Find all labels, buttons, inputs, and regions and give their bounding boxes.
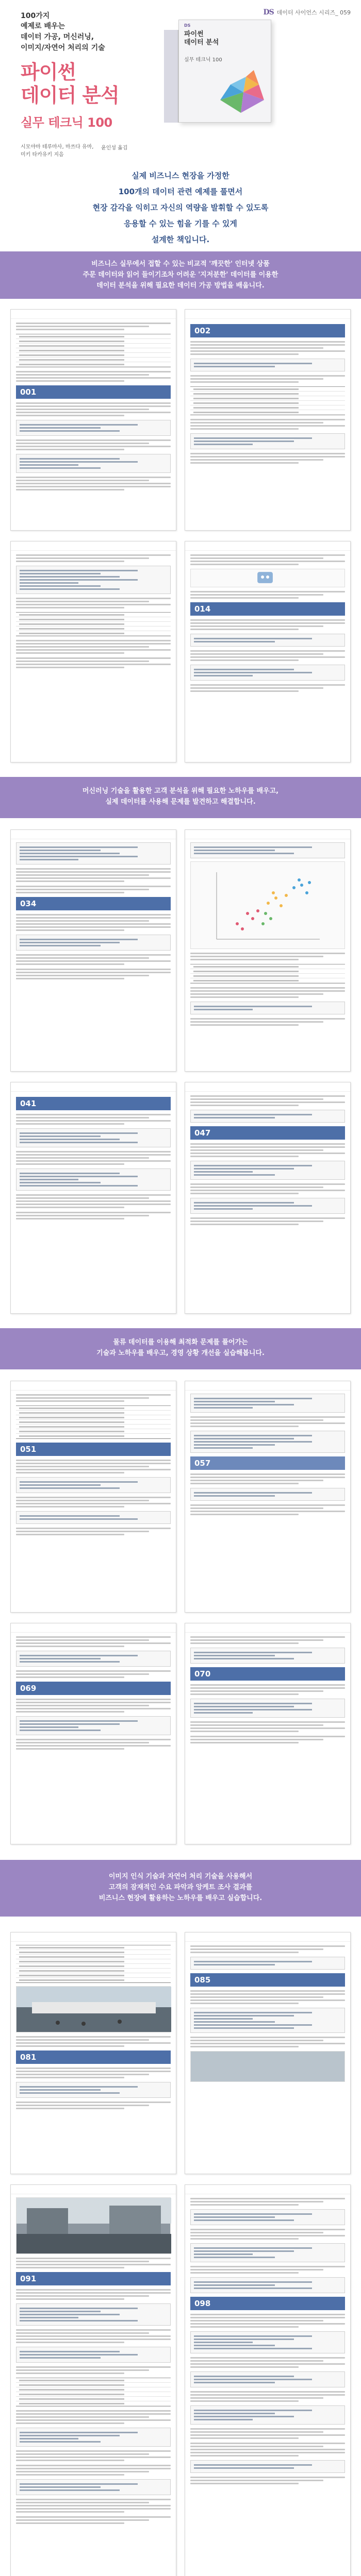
page-code-block: [16, 1716, 171, 1735]
page-paragraph: [16, 2465, 171, 2476]
page-code-block: [190, 1957, 345, 1970]
section-number: 081: [20, 2053, 37, 2062]
section-header-badge: [16, 897, 171, 910]
page-header: [11, 830, 176, 839]
section-number: 091: [20, 2274, 37, 2283]
page-code-block: [190, 842, 345, 858]
section-number: 001: [20, 387, 37, 397]
section-header-badge: [190, 324, 345, 337]
page-paragraph: [190, 591, 345, 599]
page-paragraph: [16, 2499, 171, 2513]
page-code-block: [190, 1488, 345, 1501]
page-paragraph: [190, 2266, 345, 2274]
page-code-block: [190, 2277, 345, 2293]
kicker-line-1: 100가지: [21, 12, 50, 20]
section-number: 069: [20, 1684, 37, 1693]
section-header-badge: [190, 602, 345, 616]
page-header: [11, 1082, 176, 1092]
book-cover-subtitle: [184, 55, 222, 63]
page-header: [185, 1381, 350, 1391]
page-code-block: [16, 842, 171, 865]
intro-line-5: 설계한 책입니다.: [151, 235, 210, 244]
page-header: [11, 1623, 176, 1633]
page-paragraph: [190, 1736, 345, 1743]
page-paragraph: [190, 2198, 345, 2206]
page-paragraph: [16, 439, 171, 450]
sample-page-right: [185, 829, 351, 1072]
page-code-block: [16, 2347, 171, 2363]
page-code-block: [16, 2428, 171, 2447]
page-paragraph: [16, 1739, 171, 1750]
page-paragraph: [16, 1151, 171, 1165]
page-code-block: [190, 1394, 345, 1413]
station-photo-image: [17, 1987, 171, 2032]
page-paragraph: [190, 1504, 345, 1515]
book-cover-title-line-1: 파이썬: [184, 30, 204, 38]
book-cover-title: [184, 30, 219, 47]
translator: 윤인성 옮김: [101, 145, 128, 151]
page-paragraph: [190, 341, 345, 355]
page-paragraph: [16, 2329, 171, 2343]
book-cover-image: [164, 14, 350, 125]
page-paragraph: [190, 2443, 345, 2456]
street-photo: [16, 2197, 171, 2254]
page-paragraph: [190, 1636, 345, 1644]
section-number: 051: [20, 1445, 37, 1454]
section-header-badge: [190, 1456, 345, 1470]
banner-3-line-2: 기술과 노하우를 배우고, 경영 상황 개선을 실습해봅니다.: [96, 1349, 265, 1357]
page-table: [16, 2378, 171, 2406]
page-paragraph: [190, 1990, 345, 2004]
sample-page-right: [185, 309, 351, 531]
page-spread-3: [10, 829, 351, 1072]
page-code-block: [16, 1651, 171, 1667]
section-number: 041: [20, 1099, 37, 1108]
authors-line-2: 미키 타카유키 지음: [21, 152, 64, 158]
page-code-block: [16, 1477, 171, 1493]
page-spread-7: [10, 1932, 351, 2174]
page-paragraph: [190, 987, 345, 998]
book-cover-title-line-2: 데이터 분석: [184, 39, 219, 47]
page-header: [11, 541, 176, 551]
banner-3-line-1: 물류 데이터를 이용해 최적화 문제를 풀어가는: [113, 1338, 248, 1346]
page-header: [185, 1082, 350, 1092]
authors-line-1: 시모야마 테루마사, 마쓰다 유마,: [21, 144, 94, 150]
page-code-block: [190, 1110, 345, 1123]
section-number: 098: [194, 2299, 211, 2308]
intro-line-3: 현장 감각을 익히고 자신의 역량을 발휘할 수 있도록: [92, 203, 269, 212]
page-header: [185, 541, 350, 551]
section-header-badge: [16, 385, 171, 399]
page-paragraph: [16, 323, 171, 330]
page-paragraph: [16, 1699, 171, 1713]
page-code-block: [16, 2303, 171, 2326]
page-code-block: [190, 2371, 345, 2387]
page-paragraph: [190, 554, 345, 565]
page-table: [16, 334, 171, 367]
page-paragraph: [16, 2289, 171, 2300]
page-spread-8: [10, 2184, 351, 2576]
page-code-block: [190, 433, 345, 449]
page-paragraph: [190, 1018, 345, 1026]
series-logo: DS: [263, 8, 274, 16]
kicker-line-2: 예제로 배우는: [21, 22, 65, 30]
page-paragraph: [16, 2258, 171, 2268]
page-paragraph: [16, 2036, 171, 2047]
page-paragraph: [190, 2314, 345, 2328]
page-header: [11, 310, 176, 319]
page-paragraph: [16, 1460, 171, 1473]
page-paragraph: [16, 954, 171, 965]
sample-page-left: [10, 309, 176, 531]
page-paragraph: [16, 1114, 171, 1125]
page-code-block: [190, 665, 345, 681]
section-number: 047: [194, 1128, 211, 1138]
page-header: [185, 310, 350, 319]
sample-page-left: [10, 541, 176, 762]
section-header-badge: [16, 2272, 171, 2285]
page-paragraph: [190, 1684, 345, 1695]
page-code-block: [16, 2082, 171, 2098]
section-header-badge: [190, 1126, 345, 1140]
section-number: 034: [20, 899, 37, 908]
page-code-block: [190, 2460, 345, 2473]
section-number: 002: [194, 326, 211, 335]
intro-line-1: 실제 비즈니스 현장을 가정한: [132, 171, 229, 180]
page-code-block: [190, 1198, 345, 1214]
banner-1-line-3: 데이터 분석을 위해 필요한 데이터 가공 방법을 배웁니다.: [96, 282, 265, 290]
page-paragraph: [16, 1212, 171, 1219]
section-number: 014: [194, 604, 211, 614]
page-code-block: [16, 566, 171, 594]
page-spread-2: [10, 541, 351, 762]
page-table: [16, 1945, 171, 1983]
page-code-block: [190, 359, 345, 371]
section-header-badge: [190, 1667, 345, 1681]
series-name: 데이터 사이언스 시리즈_ 059: [276, 9, 351, 16]
banner-4-line-1: 이미지 인식 기술과 자연어 처리 기술을 사용해서: [108, 1873, 253, 1880]
banner-4-line-2: 고객의 잠재적인 수요 파악과 앙케트 조사 결과를: [108, 1884, 253, 1891]
section-header-badge: [16, 1682, 171, 1695]
feature-banner-3: [0, 1328, 361, 1369]
section-header-badge: [16, 2050, 171, 2064]
page-spread-1: [10, 309, 351, 531]
book-title-line-1: 파이썬: [21, 61, 76, 83]
page-paragraph: [190, 2391, 345, 2402]
page-paragraph: [190, 1217, 345, 1225]
intro-line-2: 100개의 데이터 관련 예제를 풀면서: [118, 187, 243, 196]
page-paragraph: [16, 2450, 171, 2461]
page-paragraph: [16, 1497, 171, 1507]
page-paragraph: [16, 969, 171, 979]
section-header-badge: [16, 1097, 171, 1110]
page-paragraph: [16, 1670, 171, 1678]
sample-page-left: [10, 829, 176, 1072]
intro-text: [0, 168, 361, 248]
page-paragraph: [190, 1721, 345, 1732]
sample-page-right: [185, 541, 351, 762]
page-paragraph: [190, 1945, 345, 1953]
book-title-line-2: 데이터 분석: [21, 83, 119, 107]
banner-2-line-1: 머신러닝 기술을 활용한 고객 분석을 위해 필요한 노하우를 배우고,: [82, 787, 279, 795]
page-spread-5: [10, 1381, 351, 1613]
street-photo-image: [17, 2198, 171, 2253]
book-header: [0, 0, 361, 242]
page-code-block: [190, 1699, 345, 1718]
page-spread-6: [10, 1623, 351, 1844]
banner-1-line-2: 주문 데이터와 읽어 들이기조차 어려운 '지저분한' 데이터를 이용한: [83, 271, 278, 279]
cartoon-figure: [190, 569, 345, 587]
page-paragraph: [16, 371, 171, 382]
page-paragraph: [16, 1528, 171, 1535]
section-number: 057: [194, 1459, 211, 1468]
section-header-badge: [16, 1443, 171, 1456]
sample-page-right: [185, 1381, 351, 1613]
page-code-block: [16, 1128, 171, 1147]
page-header: [185, 1933, 350, 1942]
section-header-badge: [190, 2297, 345, 2310]
sample-page-left: [10, 1082, 176, 1314]
page-paragraph: [16, 914, 171, 931]
robot-illustration-icon: [191, 569, 344, 587]
feature-banner-4: [0, 1860, 361, 1917]
book-cover-logo: DS: [184, 23, 191, 28]
book-title: [21, 61, 119, 107]
sample-page-right: [185, 2184, 351, 2576]
page-header: [11, 1933, 176, 1942]
sample-page-right: [185, 1623, 351, 1844]
authors: [21, 143, 93, 159]
page-paragraph: [190, 953, 345, 960]
page-paragraph: [190, 619, 345, 630]
page-table: [190, 386, 345, 415]
page-code-block: [190, 634, 345, 647]
book-cover-subtitle-text: 실무 테크닉: [184, 57, 211, 63]
page-paragraph: [190, 1143, 345, 1157]
page-paragraph: [16, 1636, 171, 1647]
page-code-block: [190, 1648, 345, 1664]
page-paragraph: [16, 2366, 171, 2374]
page-code-block: [16, 1511, 171, 1524]
banner-1-line-1: 비즈니스 실무에서 접할 수 있는 비교적 '깨끗한' 인터넷 상품: [91, 260, 270, 268]
scatter-plot-figure: [190, 861, 345, 949]
page-table: [16, 1405, 171, 1439]
page-paragraph: [190, 2037, 345, 2047]
sample-page-left: [10, 1381, 176, 1613]
page-code-block: [190, 2008, 345, 2033]
banner-2-line-2: 실제 데이터를 사용해 문제를 발견하고 해결합니다.: [105, 798, 256, 806]
page-paragraph: [16, 657, 171, 668]
page-paragraph: [16, 640, 171, 654]
section-number: 070: [194, 1669, 211, 1679]
book-front-cover: [178, 20, 271, 123]
page-paragraph: [190, 2428, 345, 2439]
sample-page-left: [10, 1932, 176, 2174]
page-code-block: [16, 420, 171, 436]
book-spine: [164, 30, 178, 123]
page-paragraph: [190, 1473, 345, 1484]
page-spread-4: [10, 1082, 351, 1314]
train-station-photo: [16, 1986, 171, 2032]
page-paragraph: [190, 2357, 345, 2368]
page-code-block: [190, 1002, 345, 1014]
page-paragraph: [190, 2477, 345, 2484]
sample-page-left: [10, 1623, 176, 1844]
page-table: [190, 964, 345, 984]
kicker: [21, 10, 175, 53]
page-paragraph: [16, 886, 171, 893]
sample-page-right: [185, 1932, 351, 2174]
feature-banner-1: [0, 251, 361, 299]
feature-banner-2: [0, 777, 361, 818]
page-paragraph: [190, 453, 345, 464]
page-header: [185, 1623, 350, 1633]
page-code-block: [16, 2479, 171, 2495]
page-paragraph: [16, 1194, 171, 1208]
page-code-block: [16, 1168, 171, 1191]
page-code-block: [16, 454, 171, 473]
page-code-block: [190, 2243, 345, 2262]
book-subtitle: 실무 테크닉 100: [21, 115, 112, 130]
page-paragraph: [16, 477, 171, 490]
scatter-plot-image: [191, 862, 346, 948]
page-code-block: [190, 1161, 345, 1180]
page-paragraph: [16, 2410, 171, 2424]
page-code-block: [190, 2331, 345, 2353]
intro-line-4: 응용할 수 있는 힘을 기를 수 있게: [124, 219, 237, 228]
page-paragraph: [16, 554, 171, 562]
kicker-line-3: 데이터 가공, 머신러닝,: [21, 32, 94, 41]
page-paragraph: [190, 684, 345, 692]
book-cover-subtitle-num: 100: [212, 57, 222, 63]
page-paragraph: [16, 2102, 171, 2109]
page-header: [185, 2185, 350, 2194]
banner-4-line-3: 비즈니스 현장에 활용하는 노하우를 배우고 실습합니다.: [99, 1894, 262, 1902]
page-code-block: [190, 2209, 345, 2225]
page-paragraph: [16, 598, 171, 608]
page-paragraph: [190, 375, 345, 383]
photo-figure: [190, 2051, 345, 2082]
page-code-block: [190, 2405, 345, 2425]
page-paragraph: [16, 2067, 171, 2078]
page-paragraph: [16, 402, 171, 416]
page-paragraph: [16, 1394, 171, 1402]
page-code-block: [16, 935, 171, 951]
page-paragraph: [190, 1416, 345, 1427]
page-table: [16, 612, 171, 636]
polygon-animal-illustration: [215, 69, 269, 118]
kicker-line-4: 이미지/자연어 처리의 기술: [21, 43, 105, 52]
page-header: [185, 830, 350, 839]
section-header-badge: [190, 1973, 345, 1987]
page-paragraph: [16, 868, 171, 882]
page-code-block: [190, 1431, 345, 1453]
page-header: [11, 1381, 176, 1391]
page-paragraph: [190, 650, 345, 661]
page-paragraph: [16, 2516, 171, 2524]
page-header: [11, 2185, 176, 2194]
page-paragraph: [190, 1183, 345, 1194]
page-paragraph: [190, 2229, 345, 2240]
page-paragraph: [190, 1095, 345, 1106]
page-paragraph: [190, 419, 345, 430]
section-number: 085: [194, 1975, 211, 1985]
sample-page-left: [10, 2184, 176, 2576]
sample-page-right: [185, 1082, 351, 1314]
